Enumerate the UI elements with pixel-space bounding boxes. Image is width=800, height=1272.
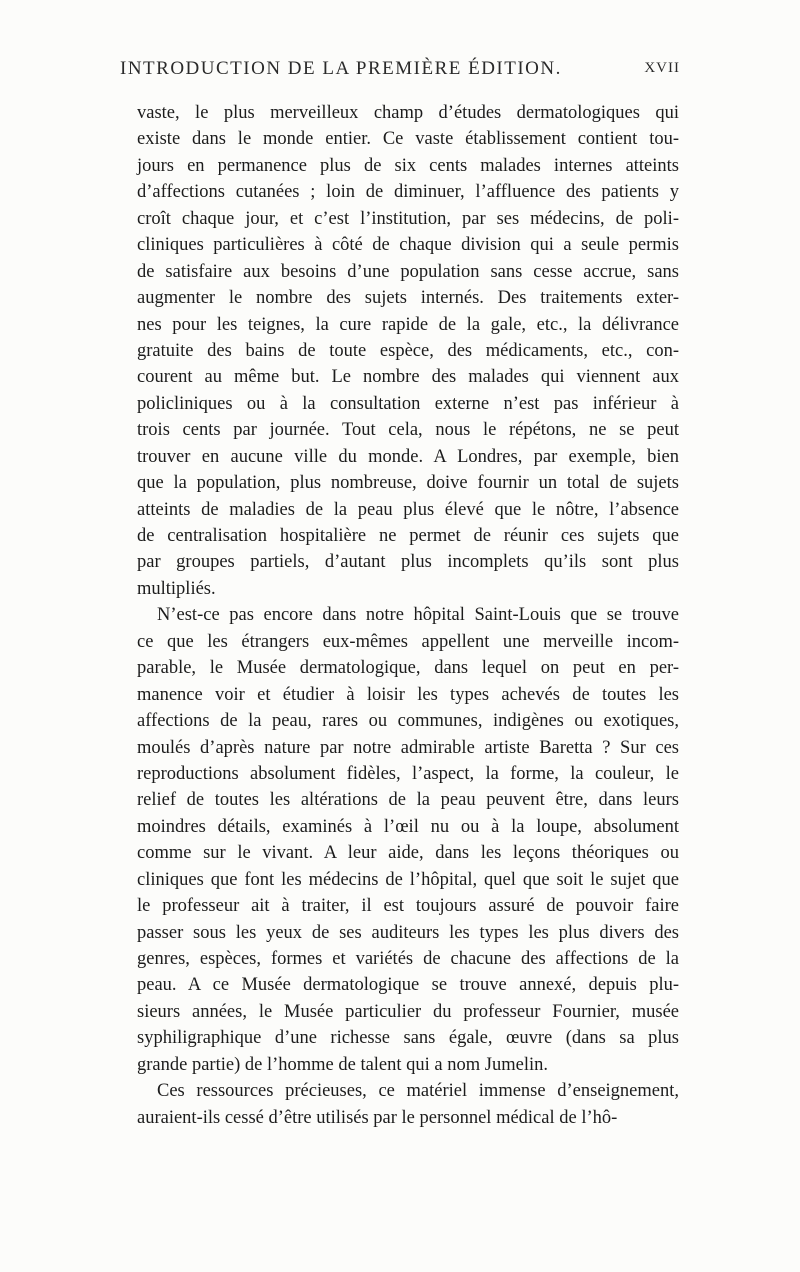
text-line: reproductions absolument fidèles, l’aspect, la forme, la couleur, le xyxy=(137,763,679,784)
text-line: cliniques particulières à côté de chaque division qui a seule permis xyxy=(137,235,679,256)
text-line: parable, le Musée dermatologique, dans lequel on peut en per- xyxy=(137,658,679,679)
text-line: cliniques que font les médecins de l’hôpital, quel que soit le sujet que xyxy=(137,869,679,890)
text-line: courent au même but. Le nombre des malades qui viennent aux xyxy=(137,367,679,388)
text-line: relief de toutes les altérations de la peau peuvent être, dans leurs xyxy=(137,790,679,811)
text-line: par groupes partiels, d’autant plus incomplets qu’ils sont plus xyxy=(137,552,679,573)
text-line: moindres détails, examinés à l’œil nu ou à la loupe, absolument xyxy=(137,816,679,837)
running-head xyxy=(120,58,680,84)
page-number: XVII xyxy=(644,60,680,76)
text-line: vaste, le plus merveilleux champ d’études dermatologiques qui xyxy=(137,103,679,123)
text-line: genres, espèces, formes et variétés de chacune des affections de la xyxy=(137,949,679,969)
text-line: comme sur le vivant. A leur aide, dans les leçons théoriques ou xyxy=(137,843,679,864)
text-line: moulés d’après nature par notre admirable artiste Baretta ? Sur ces xyxy=(137,737,679,758)
text-line: manence voir et étudier à loisir les types achevés de toutes les xyxy=(137,684,679,705)
text-line: trouver en aucune ville du monde. A Londres, par exemple, bien xyxy=(137,446,679,467)
text-line: trois cents par journée. Tout cela, nous le répétons, ne se peut xyxy=(137,420,679,441)
text-line: augmenter le nombre des sujets internés. Des traitements exter- xyxy=(137,288,679,309)
body-text xyxy=(137,100,679,1131)
text-line: passer sous les yeux de ses auditeurs les types les plus divers des xyxy=(137,922,679,943)
text-line: existe dans le monde entier. Ce vaste établissement contient tou- xyxy=(137,129,679,150)
text-line: grande partie) de l’homme de talent qui a nom Jumelin. xyxy=(137,1054,548,1075)
text-line: gratuite des bains de toute espèce, des médicaments, etc., con- xyxy=(137,340,679,361)
text-line: syphiligraphique d’une richesse sans égale, œuvre (dans sa plus xyxy=(137,1028,679,1049)
text-line: de centralisation hospitalière ne permet de réunir ces sujets que xyxy=(137,526,679,546)
paragraph xyxy=(137,100,679,602)
text-line: que la population, plus nombreuse, doive fournir un total de sujets xyxy=(137,473,679,494)
text-line: multipliés. xyxy=(137,578,216,599)
text-line: sieurs années, le Musée particulier du professeur Fournier, musée xyxy=(137,1001,679,1022)
text-line: de satisfaire aux besoins d’une population sans cesse accrue, sans xyxy=(137,261,679,282)
paragraph xyxy=(137,1078,679,1131)
running-title: INTRODUCTION DE LA PREMIÈRE ÉDITION. xyxy=(120,58,562,79)
text-line: atteints de maladies de la peau plus élevé que le nôtre, l’absence xyxy=(137,499,679,520)
text-line: ce que les étrangers eux-mêmes appellent une merveille incom- xyxy=(137,631,679,652)
text-line: d’affections cutanées ; loin de diminuer, l’affluence des patients y xyxy=(137,182,679,203)
text-line: auraient-ils cessé d’être utilisés par le personnel médical de l’hô- xyxy=(137,1107,618,1128)
text-line: affections de la peau, rares ou communes, indigènes ou exotiques, xyxy=(137,711,679,732)
text-line: le professeur ait à traiter, il est toujours assuré de pouvoir faire xyxy=(137,896,679,917)
text-line: nes pour les teignes, la cure rapide de la gale, etc., la délivrance xyxy=(137,314,679,335)
text-line: Ces ressources précieuses, ce matériel immense d’enseignement, xyxy=(157,1081,679,1102)
text-line: N’est-ce pas encore dans notre hôpital Saint-Louis que se trouve xyxy=(157,605,679,626)
paragraph xyxy=(137,602,679,1078)
text-line: croît chaque jour, et c’est l’institution, par ses médecins, de poli- xyxy=(137,208,679,229)
text-line: policliniques ou à la consultation externe n’est pas inférieur à xyxy=(137,393,679,414)
text-line: peau. A ce Musée dermatologique se trouve annexé, depuis plu- xyxy=(137,975,679,996)
text-line: jours en permanence plus de six cents malades internes atteints xyxy=(137,155,679,176)
